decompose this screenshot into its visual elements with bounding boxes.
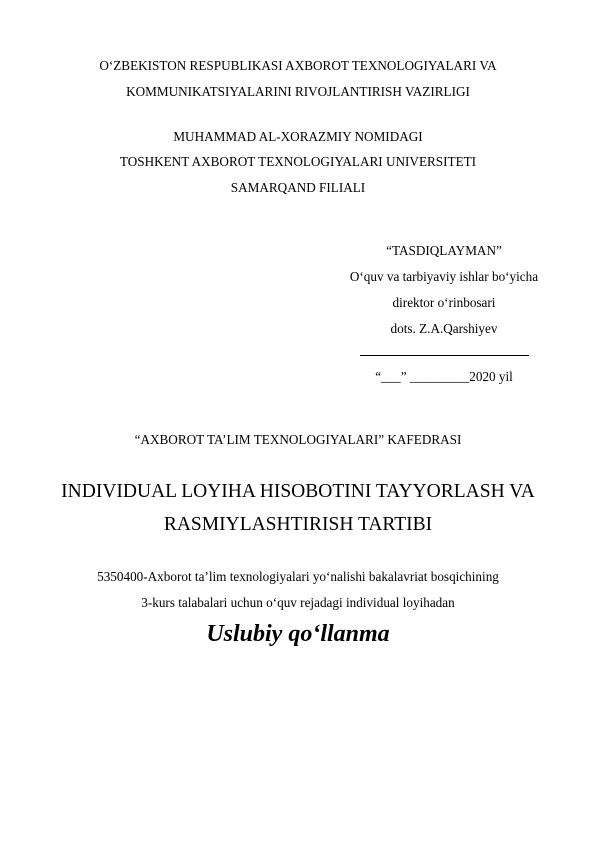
signature-line: [360, 355, 529, 356]
named-after: MUHAMMAD AL-XORAZMIY NOMIDAGI: [173, 129, 423, 144]
university-name: TOSHKENT AXBOROT TEXNOLOGIYALARI UNIVERSITETI: [119, 154, 477, 169]
approval-position-1: O‘quv va tarbiyaviy ishlar bo‘yicha: [349, 269, 539, 284]
ministry-line-1: O‘ZBEKISTON RESPUBLIKASI AXBOROT TEXNOLOGIYALARI VA: [99, 58, 497, 73]
description-line-2: 3-kurs talabalari uchun o‘quv rejadagi individual loyihadan: [141, 595, 455, 610]
approval-position-2: direktor o‘rinbosari: [392, 295, 496, 310]
approval-date: “___” _________2020 yil: [375, 369, 513, 384]
document-title-line-1: INDIVIDUAL LOYIHA HISOBOTINI TAYYORLASH VA: [61, 481, 535, 502]
branch-name: SAMARQAND FILIALI: [230, 180, 366, 195]
document-type: Uslubiy qo‘llanma: [206, 621, 390, 647]
description-line-1: 5350400-Axborot ta’lim texnologiyalari yo‘nalishi bakalavriat bosqichining: [97, 569, 499, 584]
ministry-line-2: KOMMUNIKATSIYALARINI RIVOJLANTIRISH VAZIRLIGI: [126, 84, 470, 99]
department-name: “AXBOROT TA’LIM TEXNOLOGIYALARI” KAFEDRASI: [134, 432, 462, 447]
document-title-line-2: RASMIYLASHTIRISH TARTIBI: [163, 514, 433, 535]
approval-name: dots. Z.A.Qarshiyev: [390, 321, 498, 336]
approval-stamp-text: “TASDIQLAYMAN”: [386, 243, 502, 258]
